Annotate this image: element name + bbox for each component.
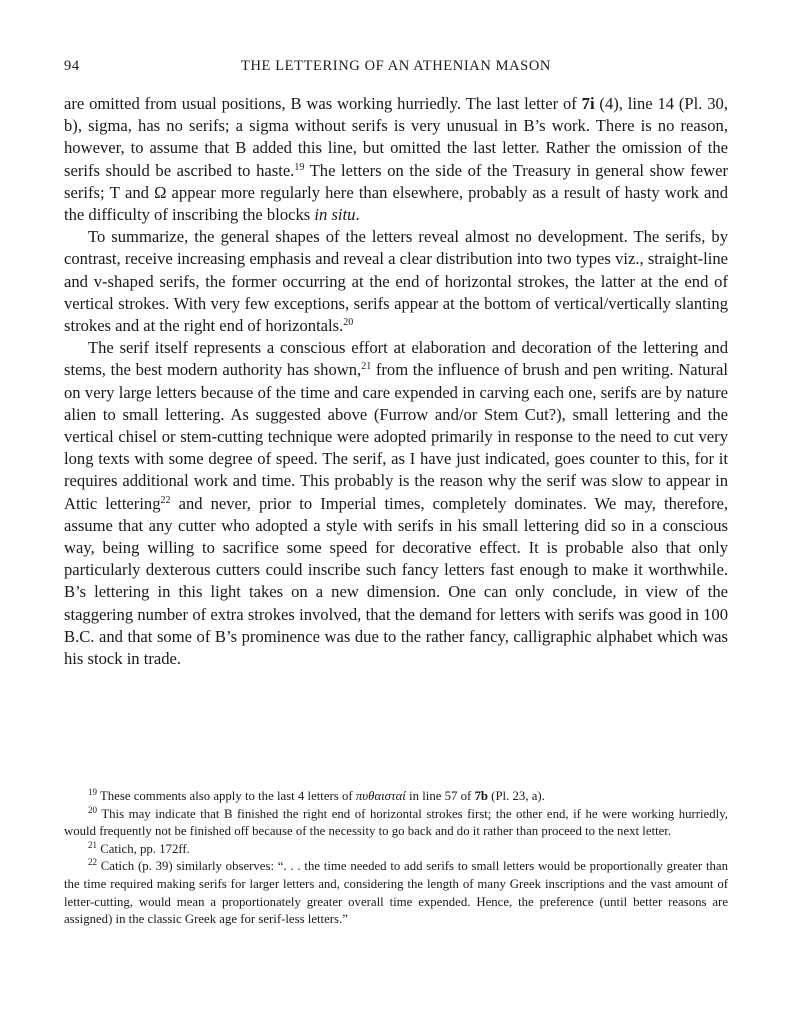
italic-phrase: in situ bbox=[314, 205, 356, 225]
letter-glyph: Ƭ bbox=[109, 182, 120, 202]
text-run: (4), line 14 (Pl. 30, b), sigma, has no serifs; a sigma without serifs is very unusual in B’s work. There is no reason, however, to assume that B added this line, but omitted the last letter. Rather the omission of the serifs should be ascribed to haste. bbox=[64, 94, 728, 180]
page bbox=[64, 58, 728, 670]
text-run: and bbox=[119, 182, 155, 202]
text-run: are omitted from usual positions, B was working hurriedly. The last letter of bbox=[64, 94, 582, 113]
footnote-number: 20 bbox=[88, 804, 97, 815]
footnote-ref-19[interactable]: 19 bbox=[294, 161, 305, 173]
text-run: . bbox=[355, 205, 360, 225]
running-title: THE LETTERING OF AN ATHENIAN MASON bbox=[241, 58, 551, 74]
text-run: from the influence of brush and pen writing. Natural on very large letters because of the time and care expended in carving each one, serifs are by nature alien to small lettering. As suggested above (Furrow and/or Stem Cut?), small lettering and the vertical chisel or stem-cutting technique were adopted primarily in response to the need to cut very long texts with some degree of speed. The serif, as I have just indicated, goes counter to this, for it requires additional work and time. This probably is the reason why the serif was slow to appear in Attic lettering bbox=[64, 360, 728, 513]
footnote-21 bbox=[64, 841, 728, 859]
text-run: and that some of B’s prominence was due to the rather fancy, calligraphic alphabet which was his stock in trade. bbox=[64, 626, 728, 669]
text-run: This may indicate that B finished the right end of horizontal strokes first; the other end, if he were working hurriedly, would frequently not be finished off because of the necessity to go back and do it rather than proceed to the next letter. bbox=[64, 806, 728, 839]
footnote-ref-21[interactable]: 21 bbox=[361, 361, 372, 373]
paragraph-2 bbox=[64, 226, 728, 337]
footnote-number: 22 bbox=[88, 857, 97, 868]
text-run: appear more regularly here than elsewhere, probably as a result of hasty work and the difficulty of inscribing the blocks bbox=[64, 182, 728, 225]
footnote-number: 21 bbox=[88, 839, 97, 850]
inscription-ref: 7b bbox=[474, 789, 488, 803]
text-run: Catich, pp. 172ff. bbox=[97, 841, 190, 856]
text-run: (Pl. 23, a). bbox=[487, 789, 545, 803]
letter-glyph: Ω bbox=[154, 182, 167, 202]
footnote-20 bbox=[64, 806, 728, 841]
footnote-22 bbox=[64, 858, 728, 928]
footnote-number: 19 bbox=[88, 787, 97, 797]
running-header bbox=[64, 58, 728, 82]
text-run: in line 57 of bbox=[405, 789, 475, 803]
body-text bbox=[64, 93, 728, 670]
text-run: The serif itself represents a conscious effort at elaboration and decoration of the lettering and stems, the best modern authority has shown, bbox=[64, 338, 728, 380]
footnote-19 bbox=[64, 788, 728, 806]
text-run: Catich (p. 39) similarly observes: “. . . the time needed to add serifs to small letters would be proportionally greater than the time required making serifs for larger letters and, considering the length of many Greek inscriptions and the vast amount of letter-cutting, would mean a proportionately greater overall time expended. Hence, the preference (until better reasons are assigned) in the classic Greek age for serif-less letters.” bbox=[64, 859, 728, 927]
text-run: and never, prior to Imperial times, completely dominates. We may, therefore, assume that any cutter who adopted a style with serifs in his small lettering did so in a conscious way, being willing to sacrifice some speed for decorative effect. It is probable also that only particularly dexterous cutters could inscribe such fancy letters fast enough to make it worthwhile. B’s lettering in this light takes on a new dimension. One can only conclude, in view of the staggering number of extra strokes involved, that the demand for letters with serifs was good in 100 bbox=[64, 493, 728, 624]
paragraph-1 bbox=[64, 93, 728, 226]
text-run: These comments also apply to the last 4 letters of bbox=[97, 789, 356, 803]
page-number: 94 bbox=[64, 58, 80, 74]
inscription-ref: 7i bbox=[581, 94, 595, 113]
era-abbreviation: B.C. bbox=[64, 626, 95, 646]
greek-word: πυθαισταί bbox=[355, 789, 406, 803]
text-run: To summarize, the general shapes of the letters reveal almost no development. The serifs, by contrast, receive increasing emphasis and reveal a clear distribution into two types viz., straight-line and v-shaped serifs, the former occurring at the end of horizontal strokes, the latter at the end of vertical strokes. With very few exceptions, serifs appear at the bottom of vertical/vertically slanting strokes and at the right end of horizontals. bbox=[64, 227, 728, 336]
footnote-ref-20[interactable]: 20 bbox=[343, 317, 354, 329]
footnote-ref-22[interactable]: 22 bbox=[160, 494, 171, 506]
text-run: The letters on the side of the Treasury in general show fewer serifs; bbox=[64, 160, 728, 202]
paragraph-3 bbox=[64, 337, 728, 670]
footnotes bbox=[64, 788, 728, 929]
